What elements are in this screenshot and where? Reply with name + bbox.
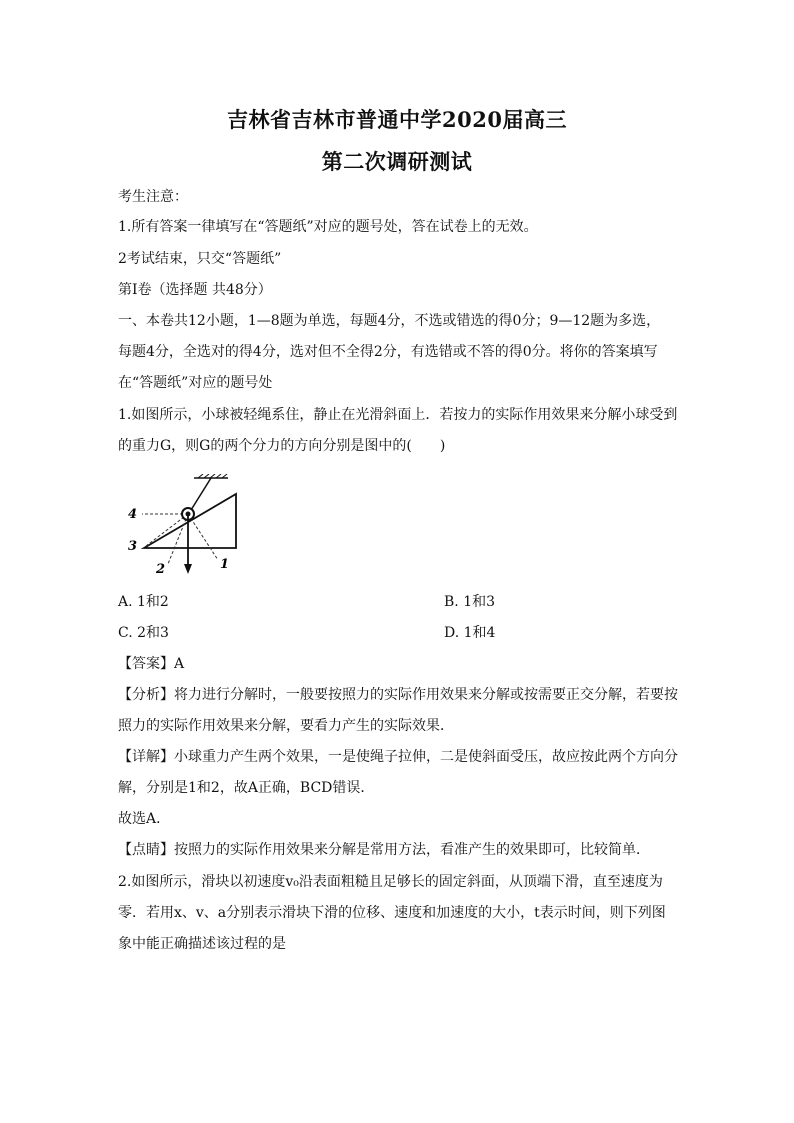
section-instructions-line-1: 一、本卷共12小题，1—8题为单选，每题4分，不选或错选的得0分；9—12题为多选， <box>118 313 661 329</box>
q2-stem-line-2: 零．若用x、v、a分别表示滑块下滑的位移、速度和加速度的大小，t表示时间，则下列图 <box>118 905 666 921</box>
notes-item-2: 2考试结束，只交“答题纸” <box>118 251 282 267</box>
q1-option-a: A. 1和2 <box>118 594 169 610</box>
gravity-arrowhead <box>184 564 192 574</box>
label-3: 3 <box>128 539 138 554</box>
label-2: 2 <box>156 562 166 577</box>
q2-stem-line-3: 象中能正确描述该过程的是 <box>118 936 286 952</box>
q1-option-c: C. 2和3 <box>118 625 169 641</box>
q2-stem-line-1: 2.如图所示，滑块以初速度v₀沿表面粗糙且足够长的固定斜面，从顶端下滑，直至速度为 <box>118 874 663 890</box>
q1-comment: 【点睛】按照力的实际作用效果来分解是常用方法，看准产生的效果即可，比较简单． <box>118 842 650 858</box>
label-4: 4 <box>128 507 138 522</box>
q1-option-d: D. 1和4 <box>444 625 496 641</box>
direction-1 <box>188 514 218 560</box>
q1-option-b: B. 1和3 <box>444 594 496 610</box>
q1-detail-line-2: 解，分别是1和2，故A正确，BCD错误． <box>118 780 375 796</box>
label-1: 1 <box>220 557 230 572</box>
notes-item-1: 1.所有答案一律填写在“答题纸”对应的题号处，答在试卷上的无效。 <box>118 219 538 235</box>
section-instructions-line-3: 在“答题纸”对应的题号处 <box>118 375 273 391</box>
q1-figure-incline <box>124 474 254 578</box>
q1-answer: 【答案】A <box>118 656 185 672</box>
exam-title-line2: 第二次调研测试 <box>321 149 473 174</box>
notes-heading: 考生注意： <box>118 189 188 205</box>
q1-stem-line-2: 的重力G，则G的两个分力的方向分别是图中的( ) <box>118 438 446 454</box>
q1-analysis-line-2: 照力的实际作用效果来分解，要看力产生的实际效果． <box>118 718 454 734</box>
q1-stem-line-1: 1.如图所示，小球被轻绳系住，静止在光滑斜面上．若按力的实际作用效果来分解小球受到 <box>118 407 678 423</box>
section-instructions-line-2: 每题4分，全选对的得4分，选对但不全得2分，有选错或不答的得0分。将你的答案填写 <box>118 344 658 360</box>
direction-lines <box>142 514 218 564</box>
q1-detail-line-1: 【详解】小球重力产生两个效果，一是使绳子拉伸，二是使斜面受压，故应按此两个方向分 <box>118 749 678 765</box>
rope <box>191 478 211 510</box>
q1-analysis-line-1: 【分析】将力进行分解时，一般要按照力的实际作用效果来分解或按需要正交分解，若要按 <box>118 687 678 703</box>
incline-triangle <box>144 494 236 548</box>
section-title: 第Ⅰ卷（选择题 共48分） <box>118 282 272 298</box>
exam-title-line1: 吉林省吉林市普通中学2020届高三 <box>227 107 567 132</box>
q1-choose: 故选A． <box>118 811 171 827</box>
